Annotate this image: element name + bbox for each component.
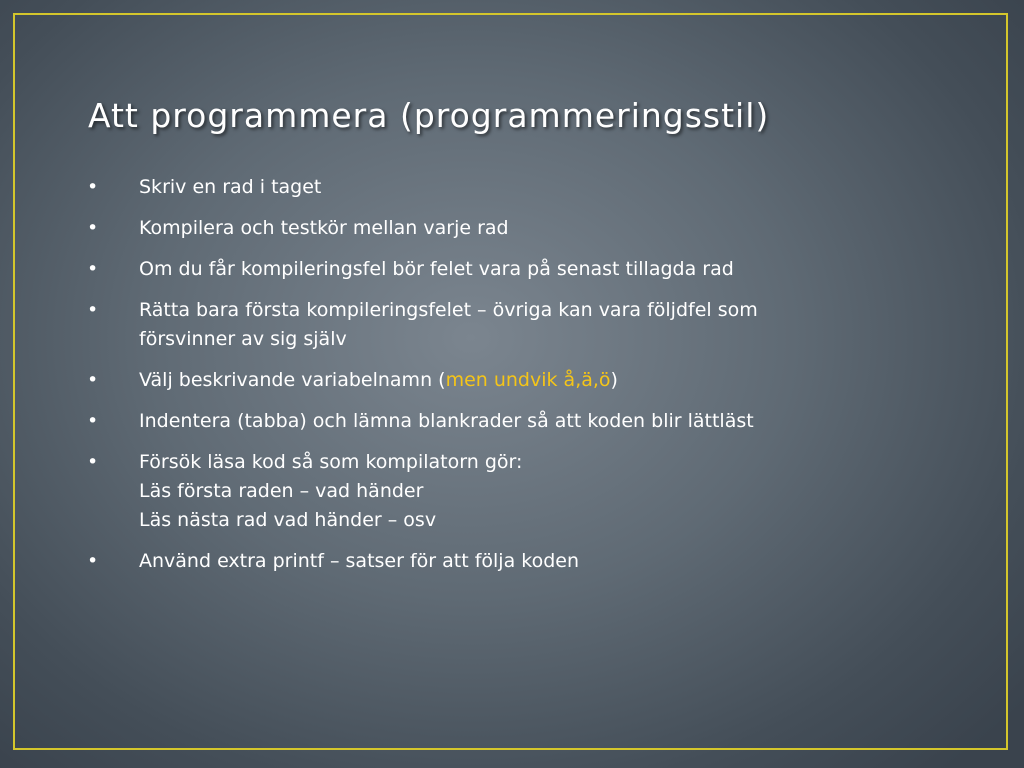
bullet-text: Kompilera och testkör mellan varje rad <box>139 217 509 239</box>
bullet-icon: • <box>87 217 99 239</box>
bullet-text: Skriv en rad i taget <box>139 176 322 198</box>
bullet-text: ) <box>610 369 618 391</box>
bullet-text-line: Försök läsa kod så som kompilatorn gör: <box>139 451 523 473</box>
slide-title: Att programmera (programmeringsstil) <box>88 96 770 135</box>
bullet-text-line: Rätta bara första kompileringsfelet – övriga kan vara följdfel som <box>139 299 758 321</box>
bullet-item <box>0 366 1000 395</box>
bullet-item <box>0 448 1000 535</box>
bullet-item <box>0 296 1000 354</box>
bullet-list <box>0 173 1000 588</box>
bullet-icon: • <box>87 299 99 321</box>
bullet-text: Om du får kompileringsfel bör felet vara på senast tillagda rad <box>139 258 734 280</box>
bullet-text-line: försvinner av sig själv <box>139 328 347 350</box>
bullet-item <box>0 547 1000 576</box>
bullet-item <box>0 173 1000 202</box>
bullet-icon: • <box>87 369 99 391</box>
bullet-item <box>0 407 1000 436</box>
bullet-text: Indentera (tabba) och lämna blankrader så att koden blir lättläst <box>139 410 754 432</box>
bullet-text-line: Läs nästa rad vad händer – osv <box>139 509 437 531</box>
bullet-item <box>0 255 1000 284</box>
bullet-icon: • <box>87 451 99 473</box>
bullet-text: Välj beskrivande variabelnamn ( <box>139 369 446 391</box>
bullet-text-line: Läs första raden – vad händer <box>139 480 424 502</box>
highlighted-text: men undvik å,ä,ö <box>445 369 611 391</box>
bullet-icon: • <box>87 410 99 432</box>
bullet-icon: • <box>87 550 99 572</box>
bullet-icon: • <box>87 176 99 198</box>
bullet-icon: • <box>87 258 99 280</box>
bullet-item <box>0 214 1000 243</box>
bullet-text: Använd extra printf – satser för att följa koden <box>139 550 579 572</box>
